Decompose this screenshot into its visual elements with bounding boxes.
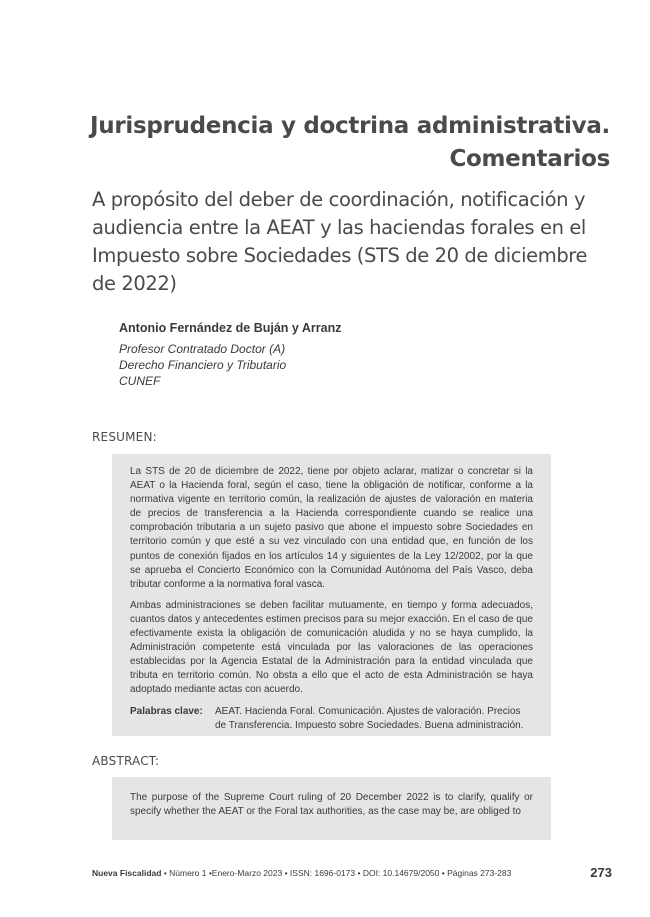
section-title: [50, 110, 610, 176]
resumen-box: [112, 454, 551, 736]
keywords-text: AEAT. Hacienda Foral. Comunicación. Ajustes de valoración. Precios de Transferencia. Impuesto sobre Sociedades. Buena administración.: [215, 705, 524, 731]
resumen-paragraph: Ambas administraciones se deben facilitar mutuamente, en tiempo y forma adecuados, cuantos datos y antecedentes estimen precisos para su mejor exacción. En el caso de que efectivamente exista la obligación de comunicación aludida y no se haya cumplido, la Administración competente está vinculada por las valoraciones de las operaciones establecidas por la Agencia Estatal de la Administración para la entidad vinculada que tributa en territorio común. No obsta a ello que el acto de esta Administración se haya adoptado mediante actas con acuerdo.: [130, 599, 533, 696]
section-title-line1: Jurisprudencia y doctrina administrativa.: [89, 113, 610, 139]
journal-name: Nueva Fiscalidad: [92, 868, 162, 878]
author-affiliation: Derecho Financiero y Tributario: [119, 358, 287, 372]
page-footer: [92, 868, 612, 878]
abstract-label: ABSTRACT:: [92, 754, 160, 768]
author-name: Antonio Fernández de Buján y Arranz: [119, 321, 342, 335]
article-title: A propósito del deber de coordinación, notificación y audiencia entre la AEAT y las haciendas forales en el Impuesto sobre Sociedades (STS de 20 de diciembre de 2022): [92, 188, 588, 295]
author-block: [119, 320, 579, 389]
resumen-label: RESUMEN:: [92, 430, 157, 444]
page-number: 273: [590, 865, 612, 880]
keywords-label: Palabras clave:: [130, 705, 203, 717]
keywords-row: [130, 705, 533, 733]
abstract-paragraph: The purpose of the Supreme Court ruling of 20 December 2022 is to clarify, qualify or specify whether the AEAT or the Foral tax authorities, as the case may be, are obliged to: [130, 792, 533, 818]
abstract-box: [112, 777, 551, 840]
author-affiliation: CUNEF: [119, 374, 161, 388]
publication-details: • Número 1 •Enero-Marzo 2023 • ISSN: 1696-0173 • DOI: 10.14679/2050 • Páginas 273-283: [161, 868, 512, 878]
author-affiliation: Profesor Contratado Doctor (A): [119, 342, 286, 356]
resumen-paragraph: La STS de 20 de diciembre de 2022, tiene por objeto aclarar, matizar o concretar si la AEAT o la Hacienda foral, según el caso, tiene la obligación de notificar, conforme a la normativa vigente en territorio común, la realización de ajustes de valoración en materia de precios de transferencia a la Hacienda correspondiente cuando se realice una comprobación tributaria a un sujeto pasivo que abone el impuesto sobre Sociedades en territorio común y que esté a su vez vinculado con una entidad que, en función de los puntos de conexión fijados en los artículos 14 y siguientes de la Ley 12/2002, por la que se aprueba el Concierto Económico con la Comunidad Autónoma del País Vasco, deba tributar conforme a la normativa foral vasca.: [130, 466, 533, 590]
section-title-line2: Comentarios: [449, 146, 610, 172]
